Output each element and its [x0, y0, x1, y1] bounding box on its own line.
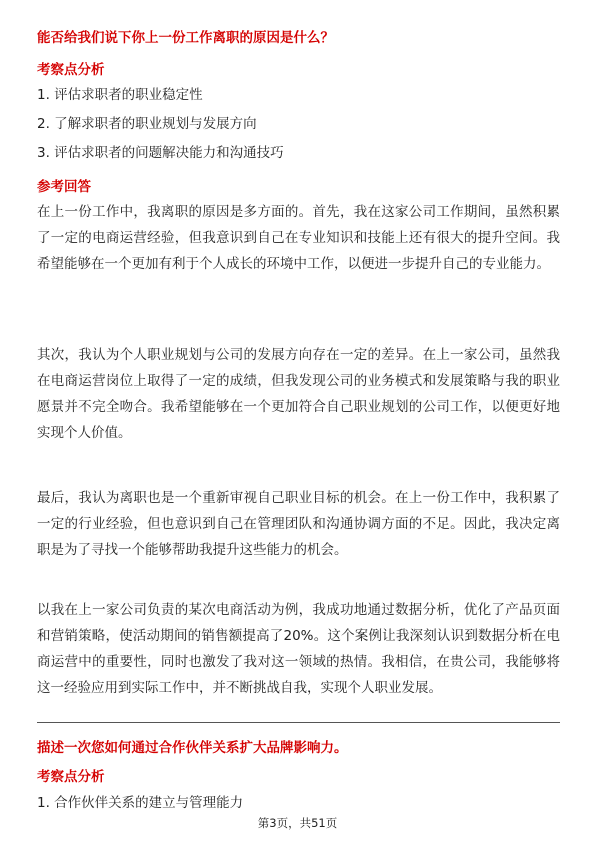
answer-heading: 参考回答	[37, 179, 91, 195]
answer-paragraph: 以我在上一家公司负责的某次电商活动为例，我成功地通过数据分析，优化了产品页面和营销策略，使活动期间的销售额提高了20%。这个案例让我深刻认识到数据分析在电商运营中的重要性，同时也激发了我对这一领域的热情。我相信，在贵公司，我能够将这一经验应用到实际工作中，并不断挑战自我，实现个人职业发展。	[37, 602, 560, 696]
analysis-point: 1. 合作伙伴关系的建立与管理能力	[37, 795, 244, 811]
page-number: 第3页，共51页	[257, 816, 338, 830]
answer-paragraph: 在上一份工作中，我离职的原因是多方面的。首先，我在这家公司工作期间，虽然积累了一定的电商运营经验，但我意识到自己在专业知识和技能上还有很大的提升空间。我希望能够在一个更加有利于个人成长的环境中工作，以便进一步提升自己的专业能力。	[37, 204, 560, 272]
question-title: 能否给我们说下你上一份工作离职的原因是什么？	[37, 30, 334, 46]
answer-paragraph: 最后，我认为离职也是一个重新审视自己职业目标的机会。在上一份工作中，我积累了一定的行业经验，但也意识到自己在管理团队和沟通协调方面的不足。因此，我决定离职是为了寻找一个能够帮助我提升这些能力的机会。	[37, 490, 560, 558]
answer-paragraph: 其次，我认为个人职业规划与公司的发展方向存在一定的差异。在上一家公司，虽然我在电商运营岗位上取得了一定的成绩，但我发现公司的业务模式和发展策略与我的职业愿景并不完全吻合。我希望能够在一个更加符合自己职业规划的公司工作，以便更好地实现个人价值。	[37, 347, 560, 441]
analysis-point: 2. 了解求职者的职业规划与发展方向	[37, 116, 257, 132]
analysis-heading: 考察点分析	[37, 62, 105, 78]
analysis-point: 1. 评估求职者的职业稳定性	[37, 87, 203, 103]
question-title: 描述一次您如何通过合作伙伴关系扩大品牌影响力。	[37, 740, 348, 756]
analysis-point: 3. 评估求职者的问题解决能力和沟通技巧	[37, 145, 284, 161]
section-divider	[37, 722, 560, 723]
analysis-heading: 考察点分析	[37, 769, 105, 785]
